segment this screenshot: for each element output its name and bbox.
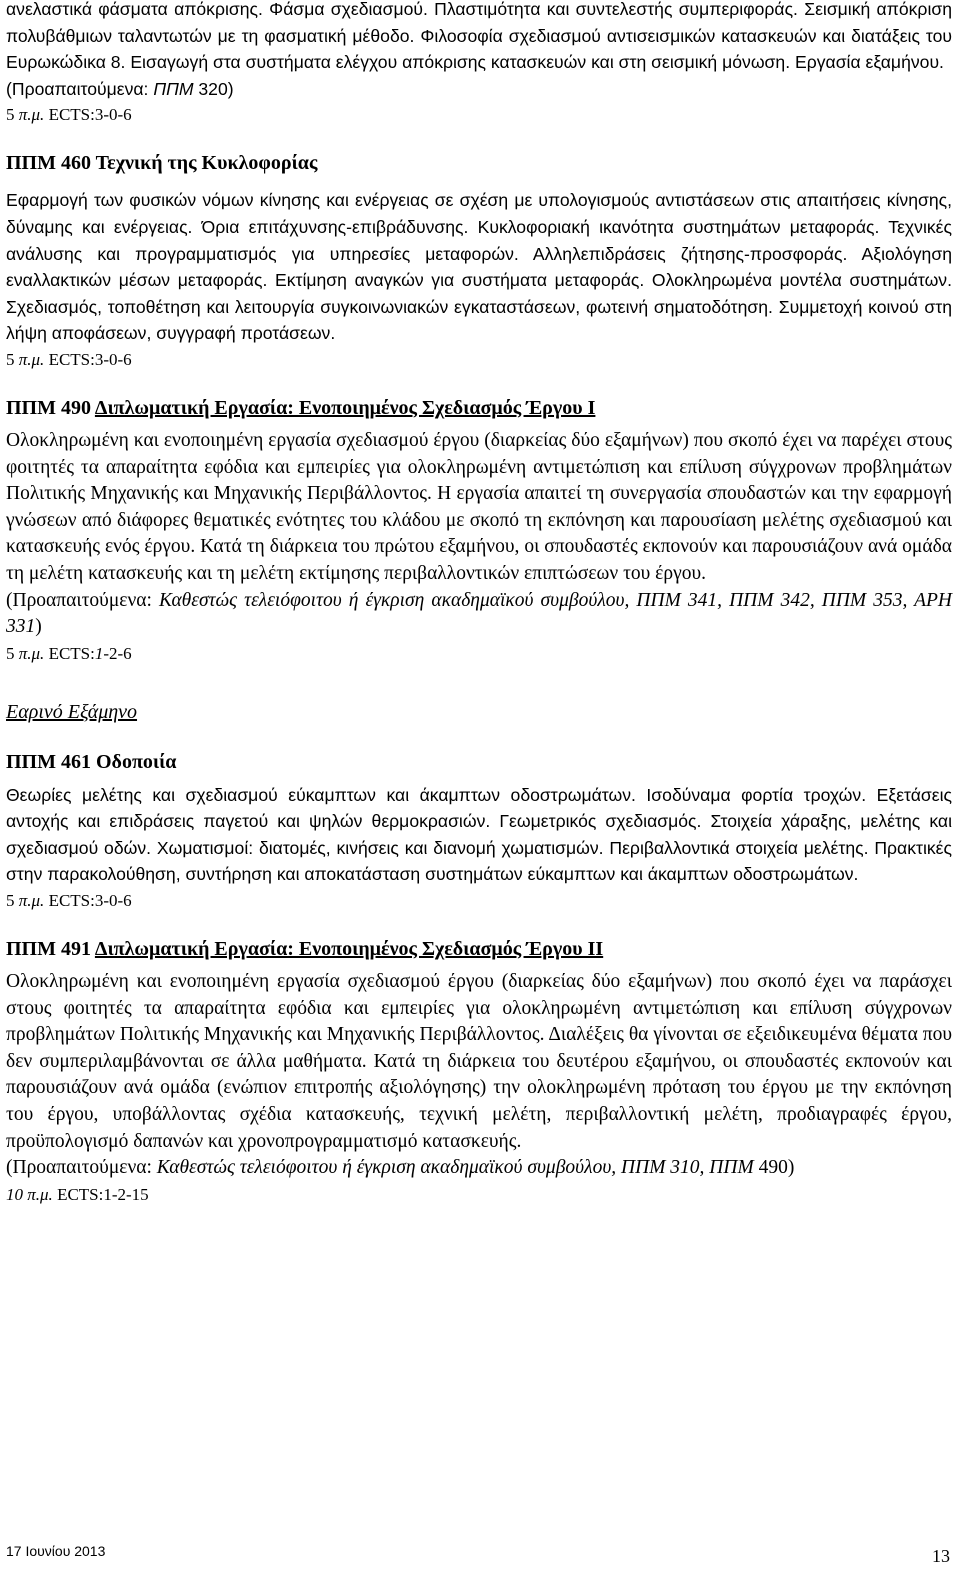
course-461-description: Θεωρίες μελέτης και σχεδιασμού εύκαμπτων και άκαμπτων οδοστρωμάτων. Ισοδύναμα φορτία τροχών. Εξετάσεις αντοχής και επιδράσεις παγετού και ψηλών θερμοκρασιών. Γεωμετρικός σχεδιασμός. Στοιχεία χάραξης, μελέτης και σχεδιασμού οδών. Χωματισμοί: διατομές, κινήσεις και διανομή χωματισμών. Περιβαλλοντικά στοιχεία μελέτης. Πρακτικές στην παρακολούθηση, συντήρηση και αποκατάσταση συστημάτων εύκαμπτων και άκαμπτων οδοστρωμάτων. [6, 784, 952, 885]
ects-unit: π.μ. [18, 891, 45, 911]
course-title: Διπλωματική Εργασία: Ενοποιημένος Σχεδιασμός Έργου Ι [94, 396, 596, 419]
course-title: Οδοποιία [96, 750, 177, 773]
ects-value-pre: ECTS: [44, 643, 95, 663]
ects-value-italic: 1 [94, 643, 104, 663]
ects-unit: π.μ. [18, 105, 45, 125]
intro-prereq-text: ΠΠΜ [153, 78, 194, 99]
course-code: ΠΠΜ 461 [6, 750, 91, 773]
prereq-text: Καθεστώς τελειόφοιτου ή έγκριση ακαδημαϊκού συμβούλου, ΠΠΜ 341, ΠΠΜ 342, ΠΠΜ 353, ΑΡΗ 331 [6, 589, 952, 638]
semester-heading: Εαρινό Εξάμηνο [6, 700, 138, 723]
course-490-description [6, 428, 952, 641]
prereq-close: ) [35, 616, 42, 638]
course-491-text: Ολοκληρωμένη και ενοποιημένη εργασία σχεδιασμού έργου (διαρκείας δύο εξαμήνων) που σκοπό έχει να παράσχει στους φοιτητές τα απαραίτητα εφόδια και εμπειρίες για ολοκληρωμένη αντιμετώπιση και επίλυση σύγχρονων προβλημάτων Πολιτικής Μηχανικής και Μηχανικής Περιβάλλοντος. Διαλέξεις θα γίνονται σε εξειδικευμένα θέματα που δεν συμπεριλαμβάνονται σε άλλα μαθήματα. Κατά τη διάρκεια του δευτέρου εξαμήνου, οι σπουδαστές εκπονούν και παρουσιάζουν ανά ομάδα (ενώπιον επιτροπής αξιολόγησης) την ολοκληρωμένη πρόταση του έργου με την εκπόνηση του έργου, υποβάλλοντας σχέδια κατασκευής, τεχνική μελέτη, περιβαλλοντική μελέτη, προδιαγραφές έργου, προϋπολογισμό δαπανών και χρονοπρογραμματισμό κατασκευής. [6, 971, 952, 1152]
course-code: ΠΠΜ 490 [6, 396, 91, 419]
course-code: ΠΠΜ 460 [6, 152, 91, 175]
ects-value: ECTS:1-2-15 [52, 1184, 149, 1204]
ects-unit: π.μ. [27, 1184, 53, 1204]
ects-number: 10 [6, 1184, 28, 1204]
course-460-heading [6, 150, 952, 177]
page-number: 13 [932, 1546, 950, 1566]
ects-number: 5 [6, 105, 19, 125]
course-460-description: Εφαρμογή των φυσικών νόμων κίνησης και ενέργειας σε σχέση με υπολογισμούς αντιστάσεων στις απαιτήσεις κίνησης, δύναμης και ενέργειας. Όρια επιτάχυνσης-επιβράδυνσης. Κυκλοφοριακή ικανότητα συστημάτων μεταφοράς. Τεχνικές ανάλυσης και προγραμματισμός για υπηρεσίες μεταφορών. Αλληλεπιδράσεις ζήτησης-προσφοράς. Αξιολόγηση εναλλακτικών μέσων μεταφοράς. Εκτίμηση αναγκών για συστήματα μεταφοράς. Ολοκληρωμένα μοντέλα συστημάτων. Σχεδιασμός, τοποθέτηση και λειτουργία συγκοινωνιακών εγκαταστάσεων, φωτεινή σηματοδότηση. Συμμετοχή κοινού στη λήψη αποφάσεων, συγγραφή προτάσεων. [6, 190, 952, 344]
course-460-ects [6, 347, 952, 373]
intro-prereq-open: (Προαπαιτούμενα: [6, 78, 154, 99]
ects-number: 5 [6, 643, 19, 663]
course-490-heading [6, 395, 952, 422]
ects-unit: π.μ. [18, 643, 45, 663]
ects-unit: π.μ. [18, 349, 45, 369]
footer-date: 17 Ιουνίου 2013 [6, 1543, 106, 1559]
ects-number: 5 [6, 891, 19, 911]
document-page [6, 0, 952, 1208]
intro-prereq-rest: 320) [193, 78, 234, 99]
ects-value: ECTS:3-0-6 [44, 349, 132, 369]
course-title: Τεχνική της Κυκλοφορίας [95, 152, 318, 175]
prereq-open: (Προαπαιτούμενα: [6, 1157, 157, 1179]
course-title: Διπλωματική Εργασία: Ενοποιημένος Σχεδιασμός Έργου ΙΙ [94, 938, 604, 961]
ects-value: ECTS:3-0-6 [44, 891, 132, 911]
prereq-text: Καθεστώς τελειόφοιτου ή έγκριση ακαδημαϊκού συμβούλου, ΠΠΜ 310, ΠΠΜ [156, 1157, 754, 1179]
prereq-open: (Προαπαιτούμενα: [6, 589, 159, 611]
ects-value: ECTS:3-0-6 [44, 105, 132, 125]
course-461-heading [6, 749, 952, 776]
course-491-description [6, 969, 952, 1182]
prereq-rest: 490) [753, 1157, 795, 1179]
course-461-ects [6, 888, 952, 914]
course-491-heading [6, 936, 952, 963]
course-491-ects [6, 1182, 952, 1208]
course-490-ects [6, 641, 952, 667]
course-490-text: Ολοκληρωμένη και ενοποιημένη εργασία σχεδιασμού έργου (διαρκείας δύο εξαμήνων) που σκοπό έχει να παρέχει στους φοιτητές τα απαραίτητα εφόδια και εμπειρίες για ολοκληρωμένη αντιμετώπιση και επίλυση σύγχρονων προβλημάτων Πολιτικής Μηχανικής και Μηχανικής Περιβάλλοντος. Η εργασία απαιτεί τη συνεργασία σπουδαστών και την εφαρμογή γνώσεων από διάφορες θεματικές ενότητες του κλάδου με σκοπό τη εκπόνηση και παρουσίαση μελέτης σχεδιασμού και κατασκευής ενός έργου. Κατά τη διάρκεια του πρώτου εξαμήνου, οι σπουδαστές εκπονούν και παρουσιάζουν ανά ομάδα τη μελέτη κατασκευής και τη μελέτη εκτίμησης περιβαλλοντικών επιπτώσεων του έργου. [6, 429, 952, 584]
intro-ects [6, 102, 952, 128]
ects-number: 5 [6, 349, 19, 369]
intro-text: ανελαστικά φάσματα απόκρισης. Φάσμα σχεδιασμού. Πλαστιμότητα και συντελεστής συμπεριφοράς. Σεισμική απόκριση πολυβάθμιων ταλαντωτών με τη φασματική μέθοδο. Φιλοσοφία σχεδιασμού αντισεισμικών κατασκευών και διατάξεις του Ευρωκώδικα 8. Εισαγωγή στα συστήματα ελέγχου απόκρισης κατασκευών και στη σεισμική μόνωση. Εργασία εξαμήνου. [6, 0, 952, 73]
course-code: ΠΠΜ 491 [6, 938, 91, 961]
ects-value-post: -2-6 [103, 643, 132, 663]
intro-paragraph [6, 0, 952, 102]
